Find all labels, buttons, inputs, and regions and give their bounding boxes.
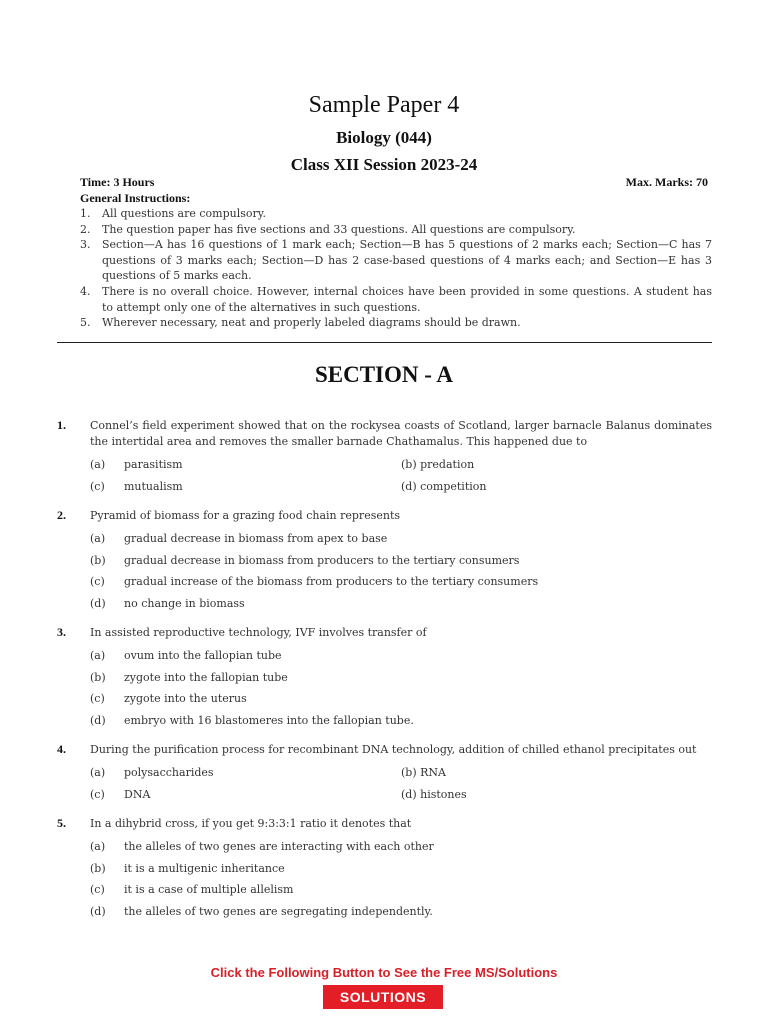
option [90,649,282,662]
option [90,458,401,471]
instruction-text: Wherever necessary, neat and properly labeled diagrams should be drawn. [102,316,521,330]
options-grid [90,762,712,805]
option-text: polysaccharides [124,766,214,780]
option-text: zygote into the fallopian tube [124,670,288,684]
option-text: it is a case of multiple allelism [124,883,294,897]
question-text: In assisted reproductive technology, IVF involves transfer of [90,626,427,639]
option-label: (a) [90,766,106,780]
option-label: (d) [401,787,417,801]
option-label: (b) [401,766,417,780]
option-label: (c) [90,575,105,589]
options-list [90,836,712,922]
option [90,575,538,588]
question-item [57,418,712,497]
questions-list [57,418,712,933]
question-item [57,508,712,614]
options-list [90,528,712,614]
option-text: histones [420,787,467,801]
option-label: (d) [90,713,106,727]
option [90,766,401,779]
instruction-item [80,206,712,222]
option-label: (c) [90,692,105,706]
option [401,480,712,493]
option-text: predation [420,458,475,472]
option-label: (c) [90,479,105,493]
option [90,905,433,918]
instruction-item [80,222,712,238]
section-heading: SECTION - A [314,362,454,387]
instruction-item [80,237,712,284]
instruction-number: 1. [80,207,91,220]
option-label: (c) [90,883,105,897]
option [90,714,414,727]
max-marks-label: Max. Marks: 70 [625,175,708,189]
option-text: gradual decrease in biomass from apex to base [124,532,388,546]
instruction-text: There is no overall choice. However, internal choices have been provided in some questions. A student has to attempt only one of the alternatives in such questions. [102,284,712,314]
option-text: mutualism [124,479,183,493]
question-item [57,625,712,731]
option [90,788,401,801]
question-item [57,816,712,922]
option [90,554,519,567]
option [90,862,285,875]
option-text: ovum into the fallopian tube [124,649,282,663]
question-text: Connel’s field experiment showed that on the rockysea coasts of Scotland, larger barnacle Balanus dominates the intertidal area and removes the smaller barnade Chathamalus. This happened due to [90,419,712,448]
instruction-number: 4. [80,284,91,298]
options-list [90,645,712,731]
instruction-number: 3. [80,238,91,252]
option-label: (b) [401,458,417,472]
option [90,671,288,684]
instruction-text: All questions are compulsory. [102,207,267,220]
divider [57,342,712,343]
question-text: In a dihybrid cross, if you get 9:3:3:1 ratio it denotes that [90,817,412,830]
solutions-link-text[interactable]: Click the Following Button to See the Free MS/Solutions [210,965,558,980]
question-text: Pyramid of biomass for a grazing food chain represents [90,509,401,522]
instruction-number: 5. [80,316,91,330]
option [90,532,387,545]
options-grid [90,454,712,497]
option-text: embryo with 16 blastomeres into the fallopian tube. [124,713,414,727]
option-label: (b) [90,861,106,875]
option-text: parasitism [124,458,183,472]
option-label: (d) [90,904,106,918]
paper-session: Class XII Session 2023-24 [290,155,478,174]
question-text: During the purification process for recombinant DNA technology, addition of chilled ethanol precipitates out [90,743,697,756]
option [90,840,434,853]
solutions-button[interactable]: SOLUTIONS [323,985,443,1009]
paper-title: Sample Paper 4 [308,92,460,118]
option [401,788,712,801]
option [90,883,293,896]
option-text: DNA [124,787,151,801]
question-number: 1. [57,418,66,432]
instruction-number: 2. [80,222,91,236]
option [90,692,247,705]
option [401,458,712,471]
option-text: the alleles of two genes are segregating independently. [124,904,433,918]
option-label: (a) [90,649,106,663]
instruction-text: Section—A has 16 questions of 1 mark each; Section—B has 5 questions of 2 marks each; Section—C has 7 questions of 3 marks each; Section—D has 2 case-based questions of 4 marks each; and Section—E has 3 questions of 5 marks each. [102,238,712,283]
general-instructions-heading: General Instructions: [80,191,191,205]
option-label: (d) [401,479,417,493]
question-number: 3. [57,625,66,639]
option [401,766,712,779]
instruction-text: The question paper has five sections and 33 questions. All questions are compulsory. [102,222,576,236]
option-text: competition [420,479,487,493]
question-item [57,742,712,805]
option-label: (d) [90,596,106,610]
question-number: 2. [57,508,66,522]
question-number: 4. [57,742,66,756]
time-label: Time: 3 Hours [80,175,155,189]
option-label: (c) [90,787,105,801]
option-text: no change in biomass [124,596,245,610]
paper-subject: Biology (044) [336,128,432,147]
instruction-item [80,315,712,331]
instruction-item [80,284,712,315]
option-label: (a) [90,532,106,546]
option-label: (a) [90,458,106,472]
option-text: it is a multigenic inheritance [124,861,285,875]
option-label: (b) [90,670,106,684]
option-text: gradual decrease in biomass from producers to the tertiary consumers [124,553,520,567]
option [90,480,401,493]
option-label: (a) [90,840,106,854]
option-text: zygote into the uterus [124,692,247,706]
option [90,597,245,610]
option-text: the alleles of two genes are interacting with each other [124,840,434,854]
option-text: gradual increase of the biomass from producers to the tertiary consumers [124,575,539,589]
option-label: (b) [90,553,106,567]
instructions-list [80,206,712,331]
option-text: RNA [420,766,446,780]
question-number: 5. [57,816,66,830]
